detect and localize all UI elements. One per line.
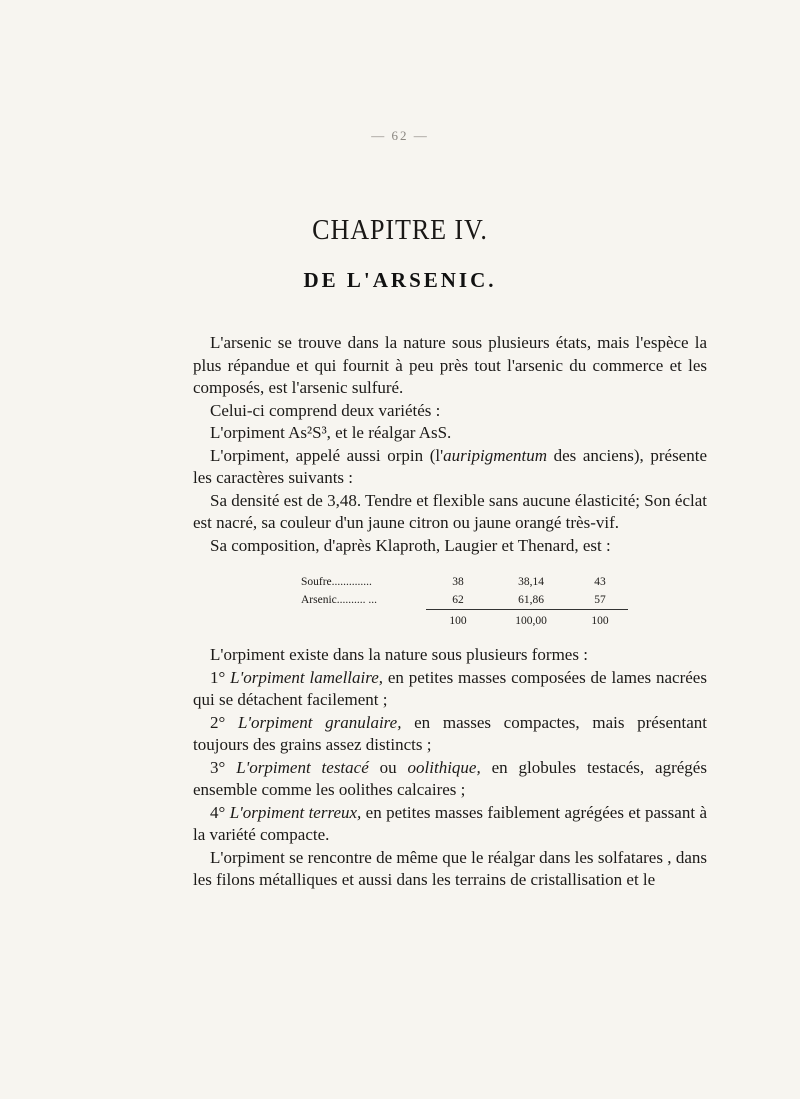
table-cell: 38,14 <box>518 576 544 588</box>
italic-term: L'orpiment lamellaire, <box>230 667 384 687</box>
paragraph: Sa densité est de 3,48. Tendre et flexible sans aucune élasticité; Son éclat est nacré, sa couleur d'un jaune citron ou jaune orangé très-vif. <box>193 490 708 532</box>
paragraph: L'orpiment existe dans la nature sous plusieurs formes : <box>210 645 588 664</box>
running-head: — 62 — <box>371 128 429 143</box>
paragraph: L'orpiment As²S³, et le réalgar AsS. <box>210 423 452 442</box>
body-text <box>193 332 707 892</box>
paragraph <box>193 445 707 490</box>
table-cell: 57 <box>572 591 628 610</box>
table-cell: 43 <box>594 576 606 588</box>
paragraph <box>193 712 707 757</box>
table-cell: 62 <box>426 591 490 610</box>
row-label: Soufre.............. <box>301 576 372 588</box>
text: en petites masses composées de lames nacrées qui se détachent facilement ; <box>193 667 707 709</box>
row-label <box>301 610 426 631</box>
paragraph: L'orpiment se rencontre de même que le réalgar dans les solfatares , dans les filons métalliques et aussi dans les terrains de cristallisation et le <box>193 847 707 889</box>
section-title: DE L'ARSENIC. <box>303 268 497 292</box>
text: L'orpiment, appelé aussi orpin (l' <box>210 445 444 465</box>
text: ou <box>368 757 408 777</box>
italic-term: oolithique, <box>407 757 481 777</box>
italic-term: L'orpiment granulaire, <box>237 712 402 732</box>
table-row <box>301 573 628 591</box>
text: en masses compactes, mais présentant toujours des grains assez distincts ; <box>193 712 707 754</box>
text: 3° <box>210 757 237 777</box>
paragraph: Celui-ci comprend deux variétés : <box>210 400 441 420</box>
table-cell: 100,00 <box>515 615 547 627</box>
table-row <box>301 591 628 610</box>
text: en globules testacés, agrégés ensemble comme les oolithes calcaires ; <box>193 757 707 799</box>
italic-term: auripigmentum <box>443 445 548 465</box>
text: des anciens), présente les caractères suivants : <box>193 445 707 487</box>
text: en petites masses faiblement agrégées et passant à la variété compacte. <box>193 802 707 844</box>
text: 1° <box>210 667 231 687</box>
table-cell: 38 <box>452 576 464 588</box>
table-cell: 61,86 <box>490 591 572 610</box>
text: 4° <box>210 802 230 822</box>
table-cell: 100 <box>591 615 609 627</box>
paragraph <box>193 667 707 712</box>
italic-term: L'orpiment testacé <box>236 757 369 777</box>
paragraph: L'arsenic se trouve dans la nature sous plusieurs états, mais l'espèce la plus répandue et qui fournit à peu près tout l'arsenic du commerce et les composés, est l'arsenic sulfuré. <box>193 333 707 397</box>
chapter-title: CHAPITRE IV. <box>312 214 488 246</box>
paragraph: Sa composition, d'après Klaproth, Laugier et Thenard, est : <box>210 535 611 555</box>
italic-term: L'orpiment terreux, <box>229 802 362 822</box>
paragraph <box>193 802 707 847</box>
text: 2° <box>210 712 238 732</box>
row-label: Arsenic.......... ... <box>301 594 378 607</box>
table-cell: 100 <box>449 615 467 627</box>
table-total-row <box>301 610 628 631</box>
paragraph <box>193 757 707 802</box>
composition-table <box>301 573 628 630</box>
